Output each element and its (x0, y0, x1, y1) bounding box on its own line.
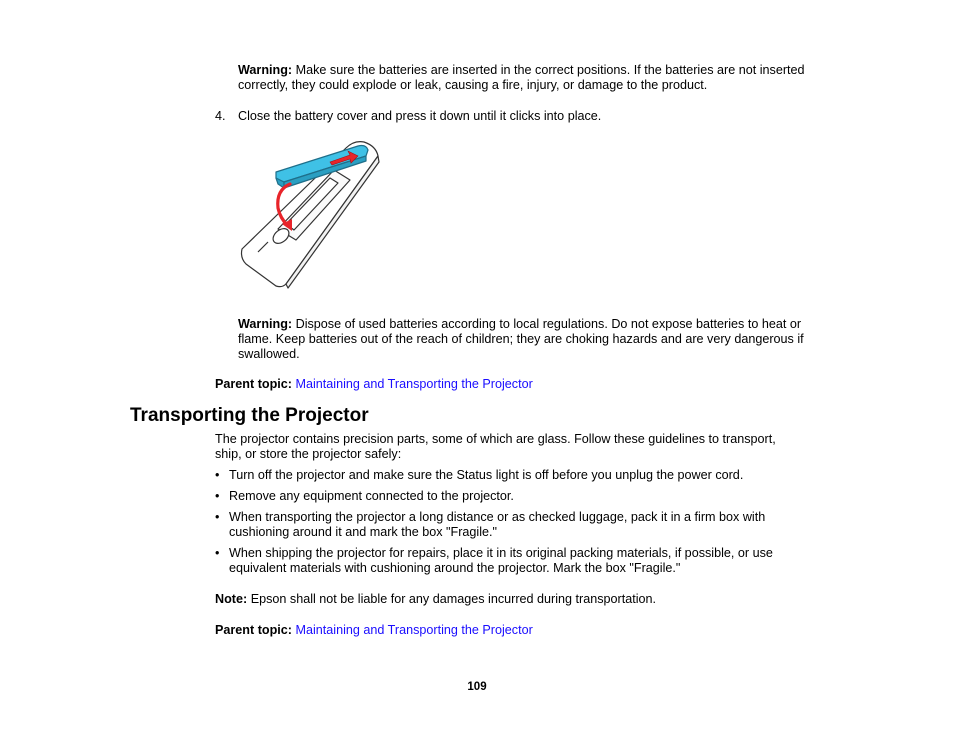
parent-topic-label: Parent topic: (215, 623, 292, 637)
note-label: Note: (215, 592, 248, 606)
section-title: Transporting the Projector (130, 405, 369, 426)
note (215, 592, 815, 607)
list-item-text: When shipping the projector for repairs, place it in its original packing materials, if possible, or use equivalent materials with cushioning around the projector. Mark the box "Fragile." (229, 546, 773, 575)
section-intro: The projector contains precision parts, some of which are glass. Follow these guidelines to transport, ship, or store the projector safely: (215, 432, 776, 461)
bullet-icon: • (215, 489, 220, 503)
bullet-icon: • (215, 510, 220, 524)
parent-topic (215, 377, 815, 392)
list-item-text: When transporting the projector a long distance or as checked luggage, pack it in a firm box with cushioning around it and mark the box "Fragile." (229, 510, 766, 539)
list-item (215, 489, 809, 504)
step-text: Close the battery cover and press it down until it clicks into place. (238, 109, 602, 123)
note-text: Epson shall not be liable for any damages incurred during transportation. (250, 592, 657, 606)
warning-text: Make sure the batteries are inserted in the correct positions. If the batteries are not inserted correctly, they could explode or leak, causing a fire, injury, or damage to the product. (238, 63, 805, 92)
page-number: 109 (467, 681, 487, 693)
step-number: 4. (215, 109, 226, 123)
parent-topic-link[interactable]: Maintaining and Transporting the Projector (295, 377, 533, 391)
bullet-icon: • (215, 546, 220, 560)
warning-battery-disposal (238, 317, 818, 362)
parent-topic-link[interactable]: Maintaining and Transporting the Projector (295, 623, 533, 637)
bullet-icon: • (215, 468, 220, 482)
warning-label: Warning: (238, 317, 293, 331)
warning-text: Dispose of used batteries according to local regulations. Do not expose batteries to heat or flame. Keep batteries out of the reach of children; they are choking hazards and are very dangerous if swallowed. (238, 317, 804, 361)
list-item (215, 510, 809, 540)
remote-battery-cover-illustration (238, 134, 383, 289)
list-item (215, 468, 809, 483)
warning-label: Warning: (238, 63, 293, 77)
list-item-text: Turn off the projector and make sure the Status light is off before you unplug the power cord. (229, 468, 744, 482)
warning-battery-position (238, 63, 818, 93)
list-item-text: Remove any equipment connected to the projector. (229, 489, 514, 503)
parent-topic (215, 623, 815, 638)
list-item (215, 546, 809, 576)
parent-topic-label: Parent topic: (215, 377, 292, 391)
